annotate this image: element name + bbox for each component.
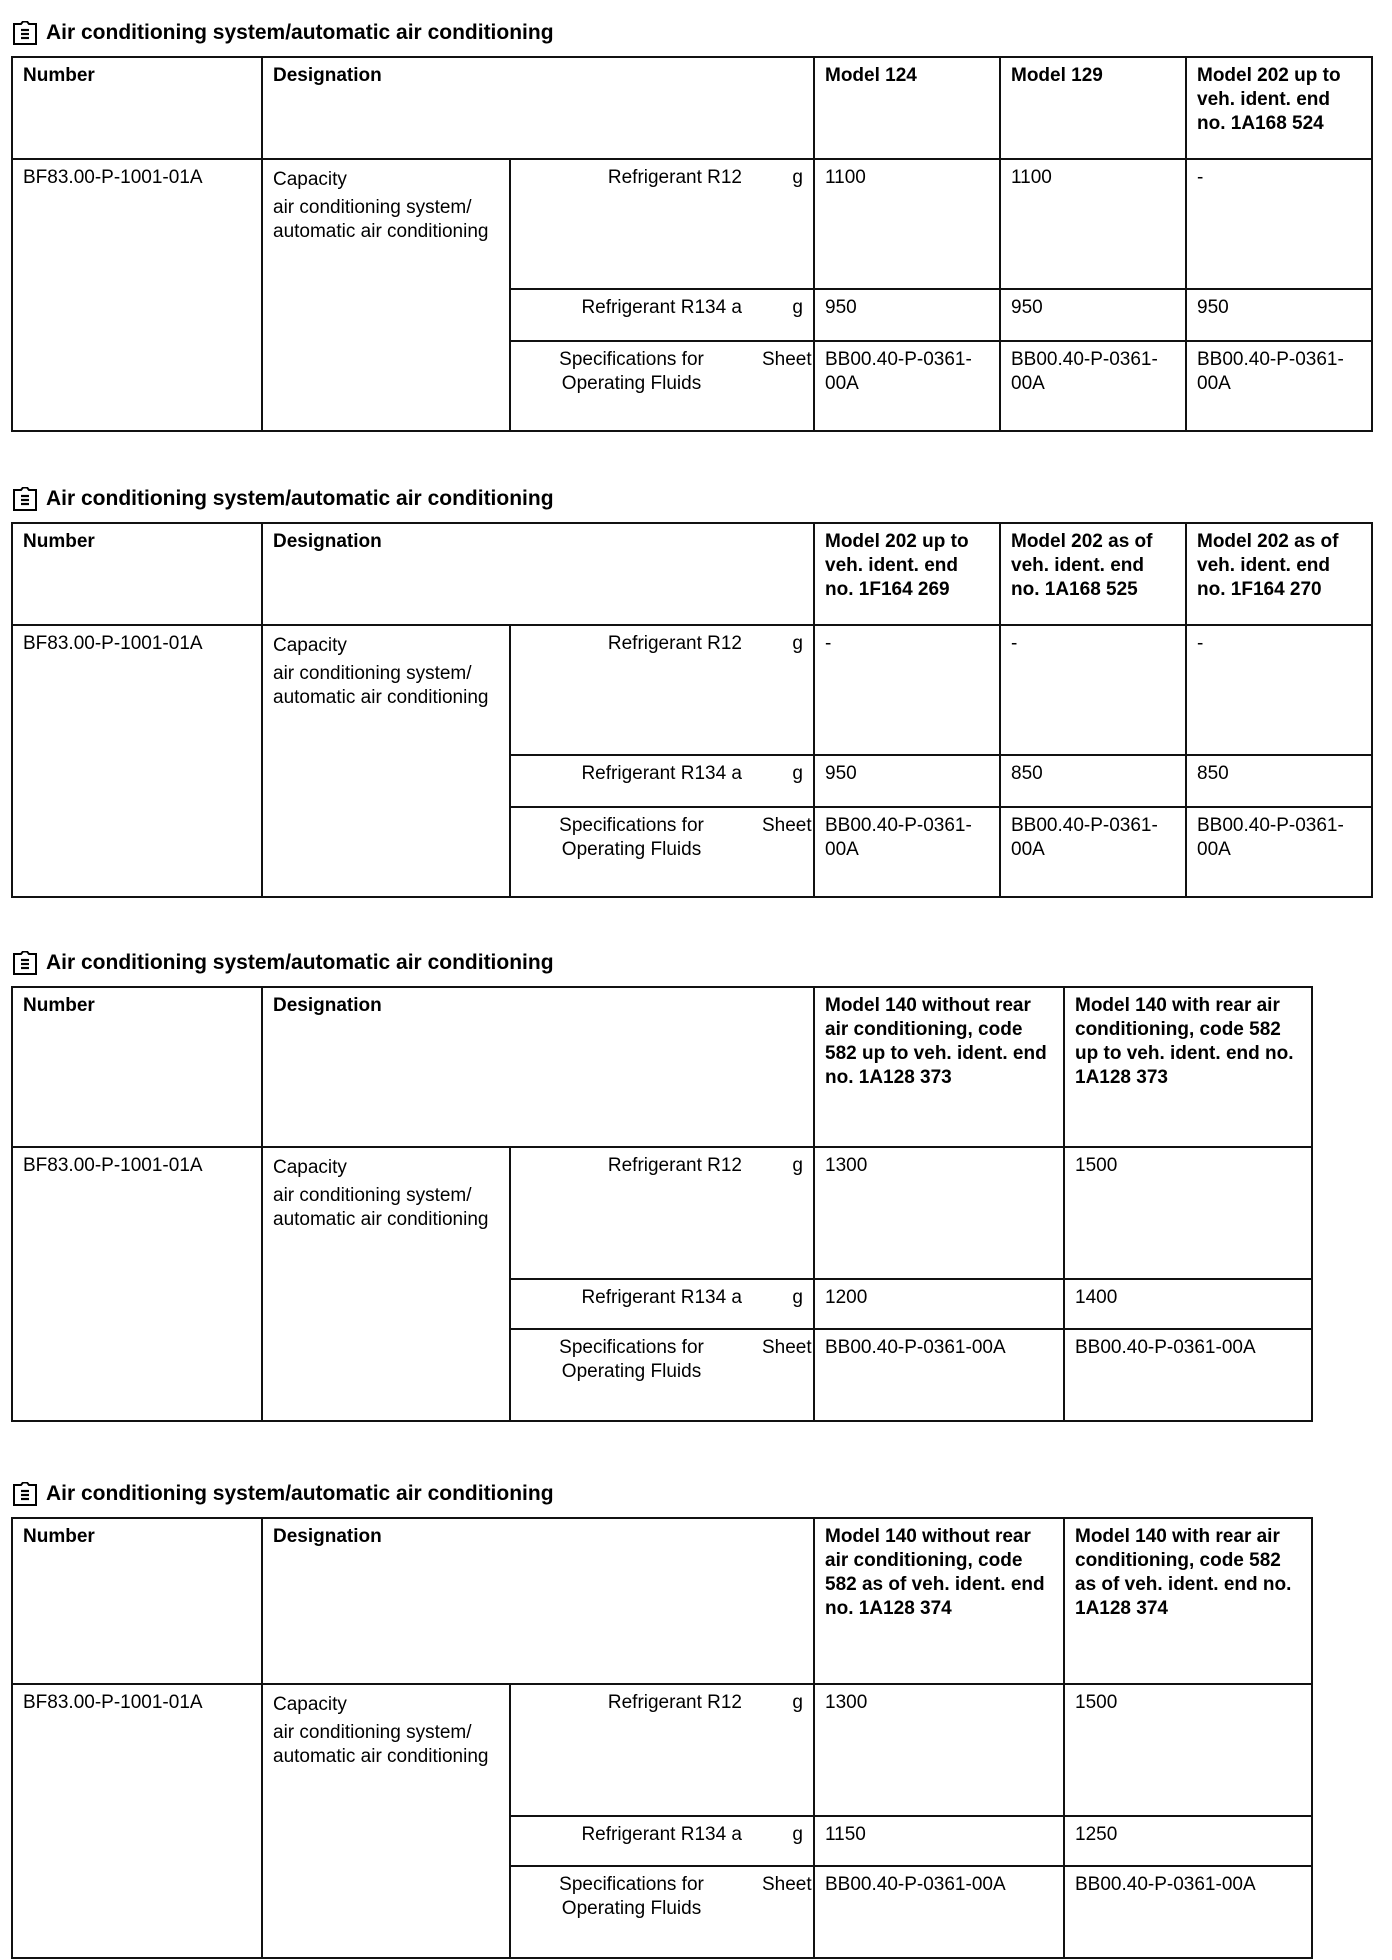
model-value: 1100 — [1000, 159, 1186, 289]
model-value: BB00.40-P-0361-00A — [1000, 341, 1186, 431]
row-unit: Sheet — [752, 341, 814, 431]
header-row — [12, 57, 1372, 159]
part-number: BF83.00-P-1001-01A — [12, 1147, 262, 1421]
capacity-sublabel: air conditioning system/ automatic air conditioning — [273, 197, 489, 242]
section-title — [12, 948, 554, 978]
row-label: Refrigerant R134 a — [510, 755, 752, 807]
header-number: Number — [12, 523, 262, 625]
designation-cell — [262, 159, 510, 431]
row-label: Specifications for Operating Fluids — [510, 807, 752, 897]
row-label: Specifications for Operating Fluids — [510, 341, 752, 431]
model-value: 1500 — [1064, 1684, 1312, 1816]
header-model: Model 124 — [814, 57, 1000, 159]
row-label: Refrigerant R134 a — [510, 1279, 752, 1329]
model-value: 1250 — [1064, 1816, 1312, 1866]
designation-cell — [262, 625, 510, 897]
part-number: BF83.00-P-1001-01A — [12, 625, 262, 897]
capacity-label: Capacity — [273, 1157, 347, 1178]
designation-cell — [262, 1684, 510, 1958]
model-value: BB00.40-P-0361-00A — [1000, 807, 1186, 897]
row-unit: Sheet — [752, 807, 814, 897]
row-label: Refrigerant R12 — [510, 1147, 752, 1279]
model-value: BB00.40-P-0361-00A — [814, 341, 1000, 431]
part-number: BF83.00-P-1001-01A — [12, 159, 262, 431]
spec-table — [11, 1517, 1313, 1959]
row-label: Specifications for Operating Fluids — [510, 1329, 752, 1421]
section-title — [12, 18, 554, 48]
designation-cell — [262, 1147, 510, 1421]
model-value: BB00.40-P-0361-00A — [814, 807, 1000, 897]
spec-table — [11, 522, 1373, 898]
header-model: Model 202 as of veh. ident. end no. 1A168 525 — [1000, 523, 1186, 625]
row-unit: g — [752, 1147, 814, 1279]
data-row — [12, 159, 1372, 289]
header-model: Model 202 as of veh. ident. end no. 1F164 270 — [1186, 523, 1372, 625]
header-designation: Designation — [262, 57, 814, 159]
model-value: - — [1000, 625, 1186, 755]
capacity-label: Capacity — [273, 1694, 347, 1715]
model-value: BB00.40-P-0361-00A — [814, 1329, 1064, 1421]
model-value: BB00.40-P-0361-00A — [1064, 1329, 1312, 1421]
model-value: 1300 — [814, 1147, 1064, 1279]
data-row — [12, 1147, 1312, 1279]
specification-sheet-icon — [12, 951, 38, 975]
header-model: Model 140 without rear air conditioning, code 582 up to veh. ident. end no. 1A128 373 — [814, 987, 1064, 1147]
part-number: BF83.00-P-1001-01A — [12, 1684, 262, 1958]
specification-sheet-icon — [12, 487, 38, 511]
model-value: 950 — [1000, 289, 1186, 341]
section-title-text: Air conditioning system/automatic air conditioning — [46, 21, 554, 44]
row-unit: g — [752, 1279, 814, 1329]
row-label: Refrigerant R12 — [510, 159, 752, 289]
header-number: Number — [12, 57, 262, 159]
row-unit: Sheet — [752, 1329, 814, 1421]
row-label: Refrigerant R12 — [510, 1684, 752, 1816]
row-unit: g — [752, 289, 814, 341]
header-model: Model 129 — [1000, 57, 1186, 159]
model-value: BB00.40-P-0361-00A — [1186, 807, 1372, 897]
row-unit: g — [752, 625, 814, 755]
specification-sheet-icon — [12, 21, 38, 45]
header-designation: Designation — [262, 1518, 814, 1684]
capacity-sublabel: air conditioning system/ automatic air conditioning — [273, 663, 489, 708]
row-unit: g — [752, 1684, 814, 1816]
capacity-sublabel: air conditioning system/ automatic air conditioning — [273, 1722, 489, 1767]
header-model: Model 140 without rear air conditioning, code 582 as of veh. ident. end no. 1A128 374 — [814, 1518, 1064, 1684]
model-value: BB00.40-P-0361-00A — [814, 1866, 1064, 1958]
section-title — [12, 484, 554, 514]
header-row — [12, 523, 1372, 625]
header-model: Model 140 with rear air conditioning, code 582 up to veh. ident. end no. 1A128 373 — [1064, 987, 1312, 1147]
capacity-label: Capacity — [273, 169, 347, 190]
model-value: 850 — [1186, 755, 1372, 807]
header-designation: Designation — [262, 523, 814, 625]
model-value: 950 — [814, 289, 1000, 341]
model-value: 1200 — [814, 1279, 1064, 1329]
data-row — [12, 625, 1372, 755]
spec-table — [11, 56, 1373, 432]
row-unit: Sheet — [752, 1866, 814, 1958]
model-value: BB00.40-P-0361-00A — [1064, 1866, 1312, 1958]
model-value: 1500 — [1064, 1147, 1312, 1279]
model-value: 1150 — [814, 1816, 1064, 1866]
model-value: 1400 — [1064, 1279, 1312, 1329]
model-value: 950 — [1186, 289, 1372, 341]
header-model: Model 202 up to veh. ident. end no. 1A168 524 — [1186, 57, 1372, 159]
row-unit: g — [752, 159, 814, 289]
header-row — [12, 1518, 1312, 1684]
capacity-label: Capacity — [273, 635, 347, 656]
section-title-text: Air conditioning system/automatic air conditioning — [46, 487, 554, 510]
header-model: Model 140 with rear air conditioning, code 582 as of veh. ident. end no. 1A128 374 — [1064, 1518, 1312, 1684]
specification-sheet-icon — [12, 1482, 38, 1506]
header-number: Number — [12, 1518, 262, 1684]
row-unit: g — [752, 755, 814, 807]
section-title-text: Air conditioning system/automatic air conditioning — [46, 1482, 554, 1505]
model-value: 1300 — [814, 1684, 1064, 1816]
row-label: Refrigerant R134 a — [510, 1816, 752, 1866]
spec-table — [11, 986, 1313, 1422]
model-value: 850 — [1000, 755, 1186, 807]
header-model: Model 202 up to veh. ident. end no. 1F164 269 — [814, 523, 1000, 625]
model-value: - — [814, 625, 1000, 755]
model-value: - — [1186, 625, 1372, 755]
model-value: BB00.40-P-0361-00A — [1186, 341, 1372, 431]
model-value: 1100 — [814, 159, 1000, 289]
row-label: Refrigerant R12 — [510, 625, 752, 755]
row-label: Specifications for Operating Fluids — [510, 1866, 752, 1958]
header-row — [12, 987, 1312, 1147]
header-designation: Designation — [262, 987, 814, 1147]
row-label: Refrigerant R134 a — [510, 289, 752, 341]
row-unit: g — [752, 1816, 814, 1866]
data-row — [12, 1684, 1312, 1816]
model-value: - — [1186, 159, 1372, 289]
capacity-sublabel: air conditioning system/ automatic air conditioning — [273, 1185, 489, 1230]
section-title-text: Air conditioning system/automatic air conditioning — [46, 951, 554, 974]
section-title — [12, 1479, 554, 1509]
model-value: 950 — [814, 755, 1000, 807]
header-number: Number — [12, 987, 262, 1147]
